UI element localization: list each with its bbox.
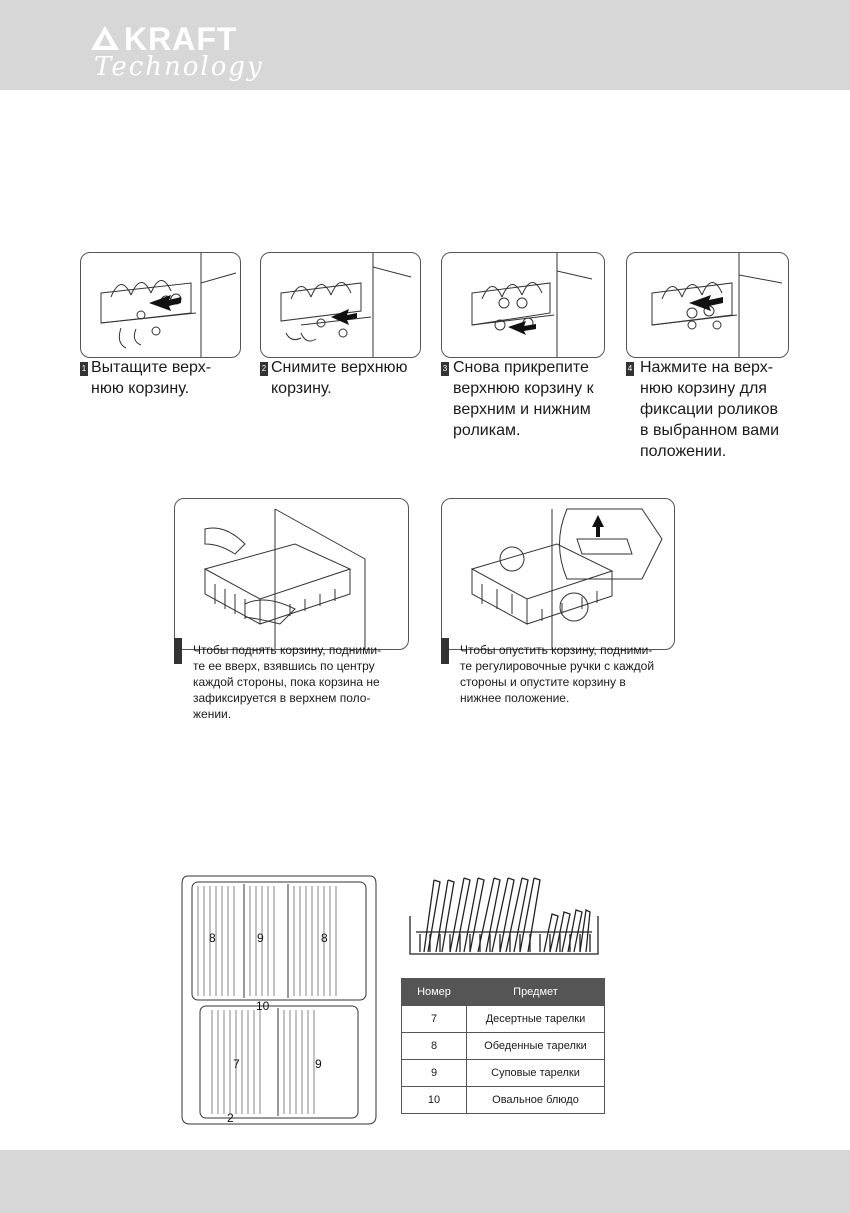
table-row xyxy=(402,1033,605,1060)
table-cell: Десертные тарелки xyxy=(467,1006,605,1033)
step-2-illustration xyxy=(260,252,421,358)
rack-label-bottom-right: 9 xyxy=(315,1057,322,1071)
table-header-number: Номер xyxy=(402,979,467,1006)
step-4-illustration xyxy=(626,252,789,358)
logo-word: KRAFT xyxy=(124,21,238,57)
table-row xyxy=(402,1087,605,1114)
kraft-logo xyxy=(90,22,290,86)
rack-label-middle: 10 xyxy=(256,999,270,1013)
table-row xyxy=(402,1006,605,1033)
table-row xyxy=(402,1060,605,1087)
step-1-illustration xyxy=(80,252,241,358)
rack-label-top-mid: 9 xyxy=(257,931,264,945)
step-2-text: Снимите верхнюю корзину. xyxy=(271,359,408,397)
step-2-number: 2 xyxy=(260,362,268,376)
step-3-text: Снова прикрепите верхнюю корзину к верхним и нижним роликам. xyxy=(453,359,594,439)
lower-caption-bar xyxy=(441,638,449,664)
rack-layout-diagram xyxy=(178,870,380,1130)
table-cell: 10 xyxy=(402,1087,467,1114)
lower-basket-illustration xyxy=(441,498,675,650)
table-cell: 8 xyxy=(402,1033,467,1060)
step-4-text: Нажмите на верх- нюю корзину для фиксации роликов в выбранном вами положении. xyxy=(640,359,780,460)
table-cell: Обеденные тарелки xyxy=(467,1033,605,1060)
raise-caption-bar xyxy=(174,638,182,664)
table-cell: Овальное блюдо xyxy=(467,1087,605,1114)
header-band xyxy=(0,0,850,90)
rack-side-diagram xyxy=(406,874,602,962)
rack-label-top-right: 8 xyxy=(321,931,328,945)
raise-caption-text: Чтобы поднять корзину, подними- те ее вверх, взявшись по центру каждой стороны, пока корзина не зафиксируется в верхнем поло- жении. xyxy=(193,643,382,721)
table-cell: Суповые тарелки xyxy=(467,1060,605,1087)
step-1-number: 1 xyxy=(80,362,88,376)
rack-label-bottom-left: 7 xyxy=(233,1057,240,1071)
step-4-number: 4 xyxy=(626,362,634,376)
rack-label-top-left: 8 xyxy=(209,931,216,945)
lower-caption-text: Чтобы опустить корзину, подними- те регулировочные ручки с каждой стороны и опустите корзину в нижнее положение. xyxy=(460,643,655,705)
items-table xyxy=(401,978,605,1114)
table-cell: 9 xyxy=(402,1060,467,1087)
table-header-row xyxy=(402,979,605,1006)
logo-triangle-icon xyxy=(90,25,120,51)
step-3-illustration xyxy=(441,252,605,358)
table-cell: 7 xyxy=(402,1006,467,1033)
raise-basket-illustration xyxy=(174,498,409,650)
rack-label-bottom-small: 2 xyxy=(227,1111,234,1125)
logo-script: Technology xyxy=(94,52,264,82)
footer-band xyxy=(0,1150,850,1213)
table-header-item: Предмет xyxy=(467,979,605,1006)
step-1-text: Вытащите верх- нюю корзину. xyxy=(91,359,212,397)
step-3-number: 3 xyxy=(441,362,449,376)
